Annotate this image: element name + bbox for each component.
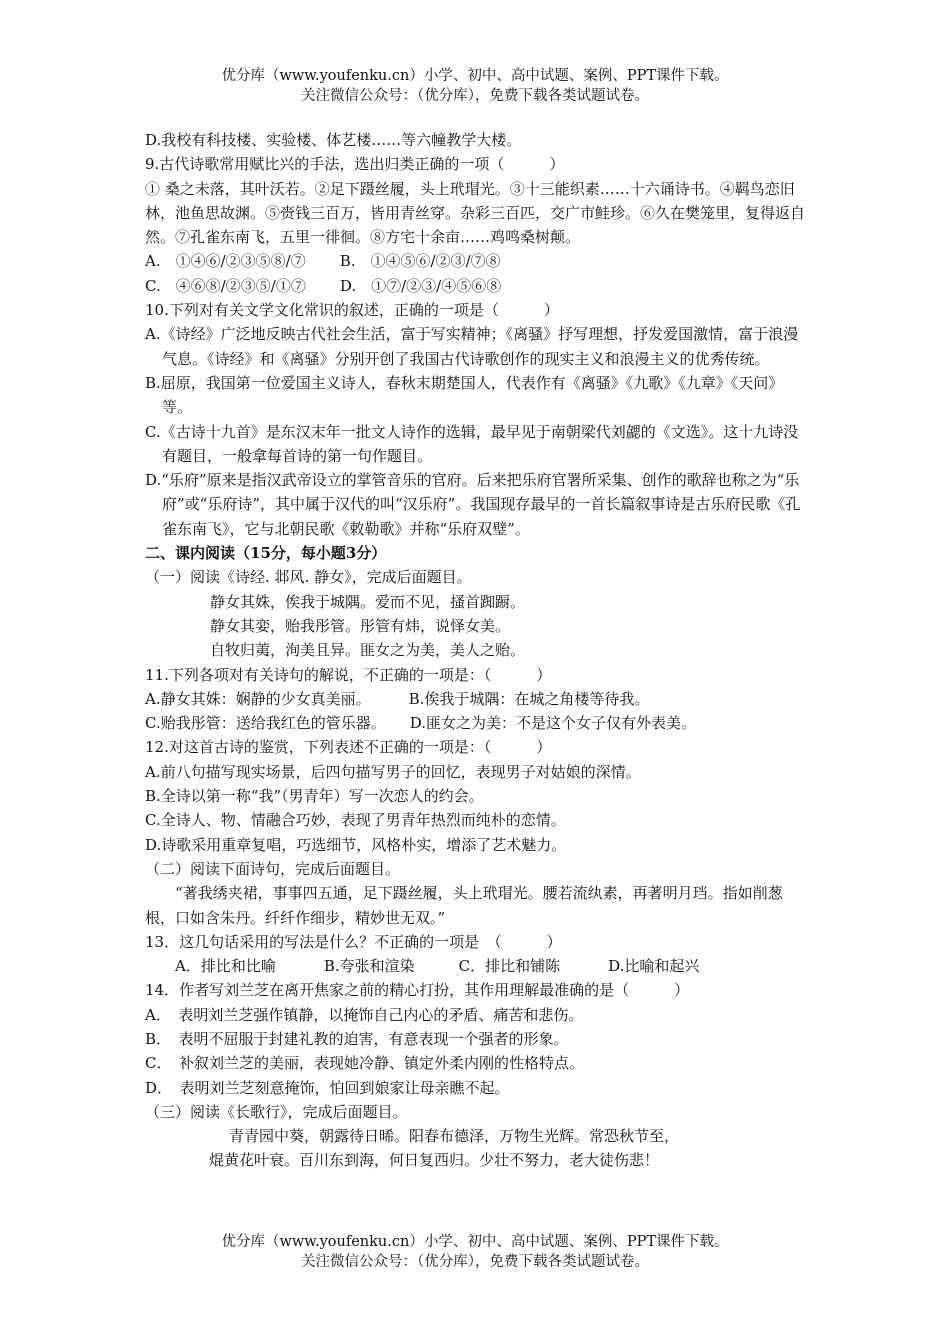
section-2-title: 二、课内阅读（15分，每小题3分） [145, 544, 387, 563]
q9-option-d: D. ①⑦/②③/④⑤⑥⑧ [339, 276, 502, 295]
header-line-2: 关注微信公众号：（优分库），免费下载各类试题试卷。 [301, 88, 649, 104]
q12-option-c: C.全诗人、物、情融合巧妙，表现了男青年热烈而纯朴的恋情。 [145, 811, 566, 830]
q12-option-b: B.全诗以第一称“我”（男青年）写一次恋人的约会。 [145, 787, 484, 806]
section-2-part-1: （一）阅读《诗经. 邶风. 静女》，完成后面题目。 [145, 568, 472, 587]
q13-option-c: C．排比和铺陈 [458, 957, 561, 976]
q11-stem: 11.下列各项对有关诗句的解说，不正确的一项是：（ ） [145, 665, 552, 684]
q11-option-a: A.静女其姝：娴静的少女真美丽。 [145, 689, 371, 708]
q11-options-ab [145, 687, 810, 711]
header-line-1: 优分库（www.youfenku.cn）小学、初中、高中试题、案例、PPT课件下载。 [221, 68, 729, 84]
q10-option-d: D.“乐府”原来是指汉武帝设立的掌管音乐的官府。后来把乐府官署所采集、创作的歌辞也称之为“乐府”或“乐府诗”，其中属于汉代的叫“汉乐府”。我国现存最早的一首长篇叙事诗是古乐府民歌《孔雀东南飞》，它与北朝民歌《敕勒歌》并称“乐府双璧”。 [145, 471, 801, 538]
q14-stem: 14．作者写刘兰芝在离开焦家之前的精心打扮，其作用理解最准确的是（ ） [145, 981, 690, 1000]
poem-line-3: 自牧归荑，洵美且异。匪女之为美，美人之贻。 [210, 641, 526, 660]
poem3-line-1: 青青园中葵，朝露待日晞。阳春布德泽，万物生光辉。常恐秋节至， [229, 1127, 680, 1146]
q13-stem: 13．这几句话采用的写法是什么？不正确的一项是 （ ） [145, 932, 562, 951]
q14-option-c: C． 补叙刘兰芝的美丽，表现她冷静、镇定外柔内刚的性格特点。 [145, 1054, 584, 1073]
q10-option-c: C.《古诗十九首》是东汉末年一批文人诗作的选辑，最早见于南朝梁代刘勰的《文选》。这十九诗没有题目，一般拿每首诗的第一句作题目。 [145, 422, 799, 465]
q9-options-cd [145, 274, 810, 298]
q9-option-a: A. ①④⑥/②③⑤⑧/⑦ [145, 252, 306, 271]
q11-option-c: C.贻我彤管：送给我红色的管乐器。 [145, 714, 386, 733]
poem-line-1: 静女其姝，俟我于城隅。爱而不见，搔首踟蹰。 [210, 592, 526, 611]
q11-option-d: D.匪女之为美：不是这个女子仅有外表美。 [409, 714, 696, 733]
q9-options-ab [145, 249, 810, 273]
page-header [0, 66, 950, 106]
poem3-line-2: 焜黄花叶衰。百川东到海，何日复西归。少壮不努力，老大徒伤悲！ [209, 1151, 660, 1170]
q13-options [145, 954, 810, 978]
document-body [145, 128, 810, 1173]
q9-text: ① 桑之未落，其叶沃若。②足下蹑丝履，头上玳瑁光。③十三能织素……十六诵诗书。④羁鸟恋旧林，池鱼思故渊。⑤赍钱三百万，皆用青丝穿。杂彩三百匹，交广市鲑珍。⑥久在樊笼里，复得返自然。⑦孔雀东南飞，五里一徘徊。⑧方宅十余亩……鸡鸣桑树颠。 [145, 179, 806, 247]
poem-quote: “著我绣夹裙，事事四五通，足下蹑丝履，头上玳瑁光。腰若流纨素，再著明月珰。指如削葱根，口如含朱丹。纤纤作细步，精妙世无双。” [145, 884, 783, 927]
q12-stem: 12.对这首古诗的鉴赏，下列表述不正确的一项是：（ ） [145, 738, 552, 757]
q9-stem: 9.古代诗歌常用赋比兴的手法，选出归类正确的一项（ ） [145, 155, 565, 174]
q11-option-b: B.俟我于城隅：在城之角楼等待我。 [408, 689, 650, 708]
poem-line-2: 静女其娈，贻我彤管。彤管有炜，说怿女美。 [210, 616, 511, 635]
footer-line-1: 优分库（www.youfenku.cn）小学、初中、高中试题、案例、PPT课件下载。 [221, 1234, 729, 1250]
footer-line-2: 关注微信公众号：（优分库），免费下载各类试题试卷。 [301, 1254, 649, 1270]
q10-option-b: B.屈原，我国第一位爱国主义诗人，春秋末期楚国人，代表作有《离骚》《九歌》《九章》《天问》等。 [145, 373, 784, 417]
q8-option-d: D.我校有科技楼、实验楼、体艺楼……等六幢教学大楼。 [145, 131, 522, 149]
q13-option-d: D.比喻和起兴 [608, 957, 700, 976]
q11-options-cd [145, 711, 810, 735]
q10-option-a: A.《诗经》广泛地反映古代社会生活，富于写实精神；《离骚》抒写理想，抒发爱国激情，富于浪漫气息。《诗经》和《离骚》分别开创了我国古代诗歌创作的现实主义和浪漫主义的优秀传统。 [145, 325, 799, 368]
section-2-part-2: （二）阅读下面诗句，完成后面题目。 [145, 859, 401, 878]
q14-option-d: D． 表明刘兰芝刻意掩饰，怕回到娘家让母亲瞧不起。 [145, 1078, 510, 1097]
q14-option-a: A． 表明刘兰芝强作镇静，以掩饰自己内心的矛盾、痛苦和悲伤。 [145, 1005, 584, 1024]
q9-option-c: C. ④⑥⑧/②③⑤/①⑦ [145, 276, 306, 295]
q12-option-d: D.诗歌采用重章复唱，巧选细节，风格朴实，增添了艺术魅力。 [145, 835, 567, 854]
q10-stem: 10.下列对有关文学文化常识的叙述，正确的一项是（ ） [145, 301, 559, 320]
q9-option-b: B. ①④⑤⑥/②③/⑦⑧ [339, 252, 501, 271]
q13-option-a: A．排比和比喻 [175, 957, 276, 976]
q12-option-a: A.前八句描写现实场景，后四句描写男子的回忆，表现男子对姑娘的深情。 [145, 762, 641, 781]
q13-option-b: B.夸张和渲染 [323, 957, 415, 976]
section-2-part-3: （三）阅读《长歌行》，完成后面题目。 [145, 1102, 408, 1121]
page-footer [0, 1232, 950, 1272]
q14-option-b: B． 表明不屈服于封建礼教的迫害，有意表现一个强者的形象。 [145, 1029, 569, 1048]
